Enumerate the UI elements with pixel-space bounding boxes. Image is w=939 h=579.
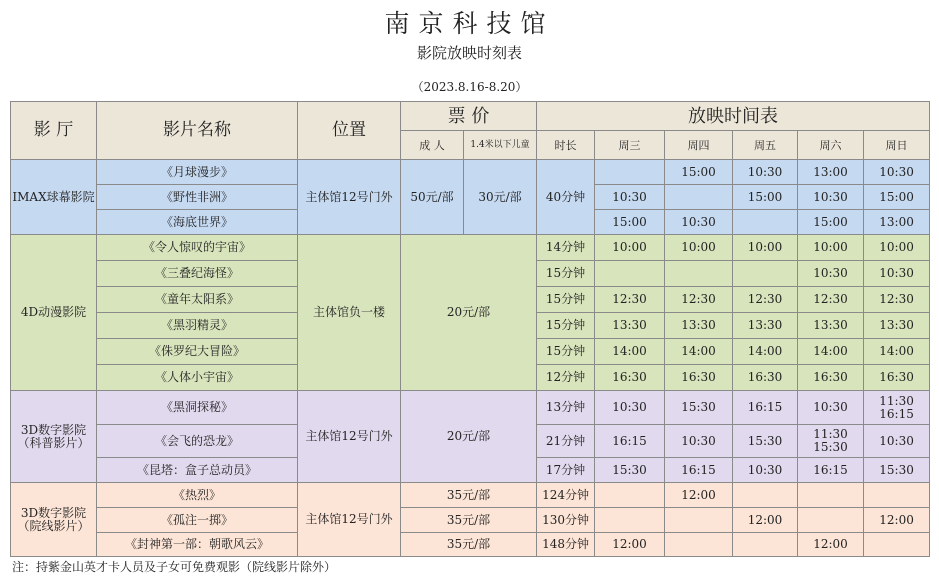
hall-cell: 3D数字影院 （科普影片）	[11, 391, 97, 483]
showtime-cell: 16:30	[864, 365, 930, 391]
showtime-cell: 12:30	[595, 287, 665, 313]
duration-cell: 130分钟	[537, 508, 595, 533]
showtime-cell: 12:30	[864, 287, 930, 313]
showtime-cell: 11:30 15:30	[798, 425, 864, 458]
duration-cell: 15分钟	[537, 261, 595, 287]
hall-cell: 4D动漫影院	[11, 235, 97, 391]
price-cell: 35元/部	[401, 533, 537, 557]
showtime-cell	[665, 261, 733, 287]
showtime-cell: 10:30	[864, 160, 930, 185]
film-name: 《昆塔：盒子总动员》	[97, 458, 298, 483]
showtime-cell: 14:00	[733, 339, 798, 365]
duration-cell: 13分钟	[537, 391, 595, 425]
location-cell: 主体馆12号门外	[298, 483, 401, 557]
showtime-cell	[733, 261, 798, 287]
showtime-cell: 15:00	[665, 160, 733, 185]
showtime-cell: 16:15	[595, 425, 665, 458]
page-title: 南京科技馆	[384, 9, 555, 38]
showtime-cell: 10:30	[595, 185, 665, 210]
showtime-cell: 13:30	[798, 313, 864, 339]
table-row	[11, 391, 930, 425]
footnote: 注：持紫金山英才卡人员及子女可免费观影（院线影片除外）	[12, 560, 337, 574]
film-name: 《令人惊叹的宇宙》	[97, 235, 298, 261]
hall-cell: IMAX球幕影院	[11, 160, 97, 235]
showtime-cell: 15:30	[665, 391, 733, 425]
price-cell: 35元/部	[401, 508, 537, 533]
price-cell: 20元/部	[401, 391, 537, 483]
table-row	[11, 483, 930, 508]
showtime-cell: 15:00	[798, 210, 864, 235]
showtime-cell: 13:30	[864, 313, 930, 339]
showtime-cell	[595, 483, 665, 508]
header-day: 周三	[595, 131, 665, 160]
showtime-cell: 16:15	[733, 391, 798, 425]
location-cell: 主体馆负一楼	[298, 235, 401, 391]
header-day: 周四	[665, 131, 733, 160]
header-location: 位置	[298, 102, 401, 160]
showtime-cell: 12:00	[665, 483, 733, 508]
showtime-cell: 12:30	[665, 287, 733, 313]
film-name: 《侏罗纪大冒险》	[97, 339, 298, 365]
header-film: 影片名称	[97, 102, 298, 160]
header-child: 1.4米以下儿童	[464, 131, 537, 160]
film-name: 《人体小宇宙》	[97, 365, 298, 391]
page-subtitle: 影院放映时刻表	[416, 44, 522, 62]
showtime-cell: 10:30	[733, 160, 798, 185]
showtime-cell: 10:00	[733, 235, 798, 261]
duration-cell: 40分钟	[537, 160, 595, 235]
showtime-cell: 13:00	[864, 210, 930, 235]
film-name: 《黑洞探秘》	[97, 391, 298, 425]
table-row	[11, 533, 930, 557]
film-name: 《野性非洲》	[97, 185, 298, 210]
showtime-cell: 11:30 16:15	[864, 391, 930, 425]
showtime-cell: 10:30	[864, 425, 930, 458]
showtime-cell: 10:00	[665, 235, 733, 261]
showtime-cell	[733, 533, 798, 557]
showtime-cell: 10:00	[864, 235, 930, 261]
showtime-cell	[864, 483, 930, 508]
header-hall: 影 厅	[11, 102, 97, 160]
header-duration: 时长	[537, 131, 595, 160]
film-name: 《三叠纪海怪》	[97, 261, 298, 287]
film-name: 《热烈》	[97, 483, 298, 508]
location-cell: 主体馆12号门外	[298, 391, 401, 483]
film-name: 《会飞的恐龙》	[97, 425, 298, 458]
showtime-cell: 12:00	[733, 508, 798, 533]
showtime-cell: 12:00	[798, 533, 864, 557]
showtime-cell: 16:30	[798, 365, 864, 391]
showtime-cell	[798, 483, 864, 508]
header-schedule: 放映时间表	[537, 102, 930, 131]
showtime-cell: 12:00	[864, 508, 930, 533]
showtime-cell	[733, 483, 798, 508]
adult-price-cell: 50元/部	[401, 160, 464, 235]
duration-cell: 17分钟	[537, 458, 595, 483]
showtime-cell	[864, 533, 930, 557]
showtime-cell	[595, 261, 665, 287]
showtime-cell: 14:00	[798, 339, 864, 365]
showtime-cell: 10:30	[864, 261, 930, 287]
child-price-cell: 30元/部	[464, 160, 537, 235]
showtime-cell: 15:30	[595, 458, 665, 483]
showtime-cell: 10:00	[595, 235, 665, 261]
film-name: 《黑羽精灵》	[97, 313, 298, 339]
showtime-cell: 15:00	[864, 185, 930, 210]
schedule-table	[10, 101, 930, 557]
showtime-cell: 12:30	[733, 287, 798, 313]
showtime-cell: 10:30	[798, 391, 864, 425]
table-row	[11, 160, 930, 185]
showtime-cell: 12:30	[798, 287, 864, 313]
header-adult: 成 人	[401, 131, 464, 160]
film-name: 《童年太阳系》	[97, 287, 298, 313]
showtime-cell: 10:30	[733, 458, 798, 483]
showtime-cell	[665, 533, 733, 557]
showtime-cell: 16:30	[733, 365, 798, 391]
table-row	[11, 235, 930, 261]
showtime-cell: 12:00	[595, 533, 665, 557]
showtime-cell: 14:00	[665, 339, 733, 365]
showtime-cell: 15:30	[733, 425, 798, 458]
showtime-cell: 15:00	[595, 210, 665, 235]
hall-cell: 3D数字影院 （院线影片）	[11, 483, 97, 557]
header-day: 周五	[733, 131, 798, 160]
showtime-cell: 13:30	[595, 313, 665, 339]
price-cell: 20元/部	[401, 235, 537, 391]
showtime-cell: 13:30	[733, 313, 798, 339]
showtime-cell: 14:00	[864, 339, 930, 365]
showtime-cell	[665, 185, 733, 210]
showtime-cell: 10:30	[595, 391, 665, 425]
header-day: 周六	[798, 131, 864, 160]
showtime-cell: 15:30	[864, 458, 930, 483]
film-name: 《月球漫步》	[97, 160, 298, 185]
film-name: 《孤注一掷》	[97, 508, 298, 533]
showtime-cell: 13:00	[798, 160, 864, 185]
duration-cell: 14分钟	[537, 235, 595, 261]
duration-cell: 15分钟	[537, 313, 595, 339]
duration-cell: 12分钟	[537, 365, 595, 391]
showtime-cell: 10:30	[798, 261, 864, 287]
showtime-cell	[665, 508, 733, 533]
showtime-cell: 14:00	[595, 339, 665, 365]
showtime-cell: 16:30	[665, 365, 733, 391]
showtime-cell	[595, 508, 665, 533]
showtime-cell: 16:15	[798, 458, 864, 483]
showtime-cell: 13:30	[665, 313, 733, 339]
showtime-cell: 16:30	[595, 365, 665, 391]
showtime-cell: 15:00	[733, 185, 798, 210]
showtime-cell: 10:00	[798, 235, 864, 261]
duration-cell: 148分钟	[537, 533, 595, 557]
header-price: 票 价	[401, 102, 537, 131]
film-name: 《海底世界》	[97, 210, 298, 235]
film-name: 《封神第一部：朝歌风云》	[97, 533, 298, 557]
table-row	[11, 508, 930, 533]
showtime-cell	[733, 210, 798, 235]
price-cell: 35元/部	[401, 483, 537, 508]
showtime-cell	[798, 508, 864, 533]
duration-cell: 21分钟	[537, 425, 595, 458]
duration-cell: 15分钟	[537, 339, 595, 365]
showtime-cell: 16:15	[665, 458, 733, 483]
showtime-cell: 10:30	[798, 185, 864, 210]
date-range: （2023.8.16-8.20）	[411, 80, 528, 94]
location-cell: 主体馆12号门外	[298, 160, 401, 235]
duration-cell: 124分钟	[537, 483, 595, 508]
duration-cell: 15分钟	[537, 287, 595, 313]
showtime-cell	[595, 160, 665, 185]
header-day: 周日	[864, 131, 930, 160]
showtime-cell: 10:30	[665, 425, 733, 458]
showtime-cell: 10:30	[665, 210, 733, 235]
